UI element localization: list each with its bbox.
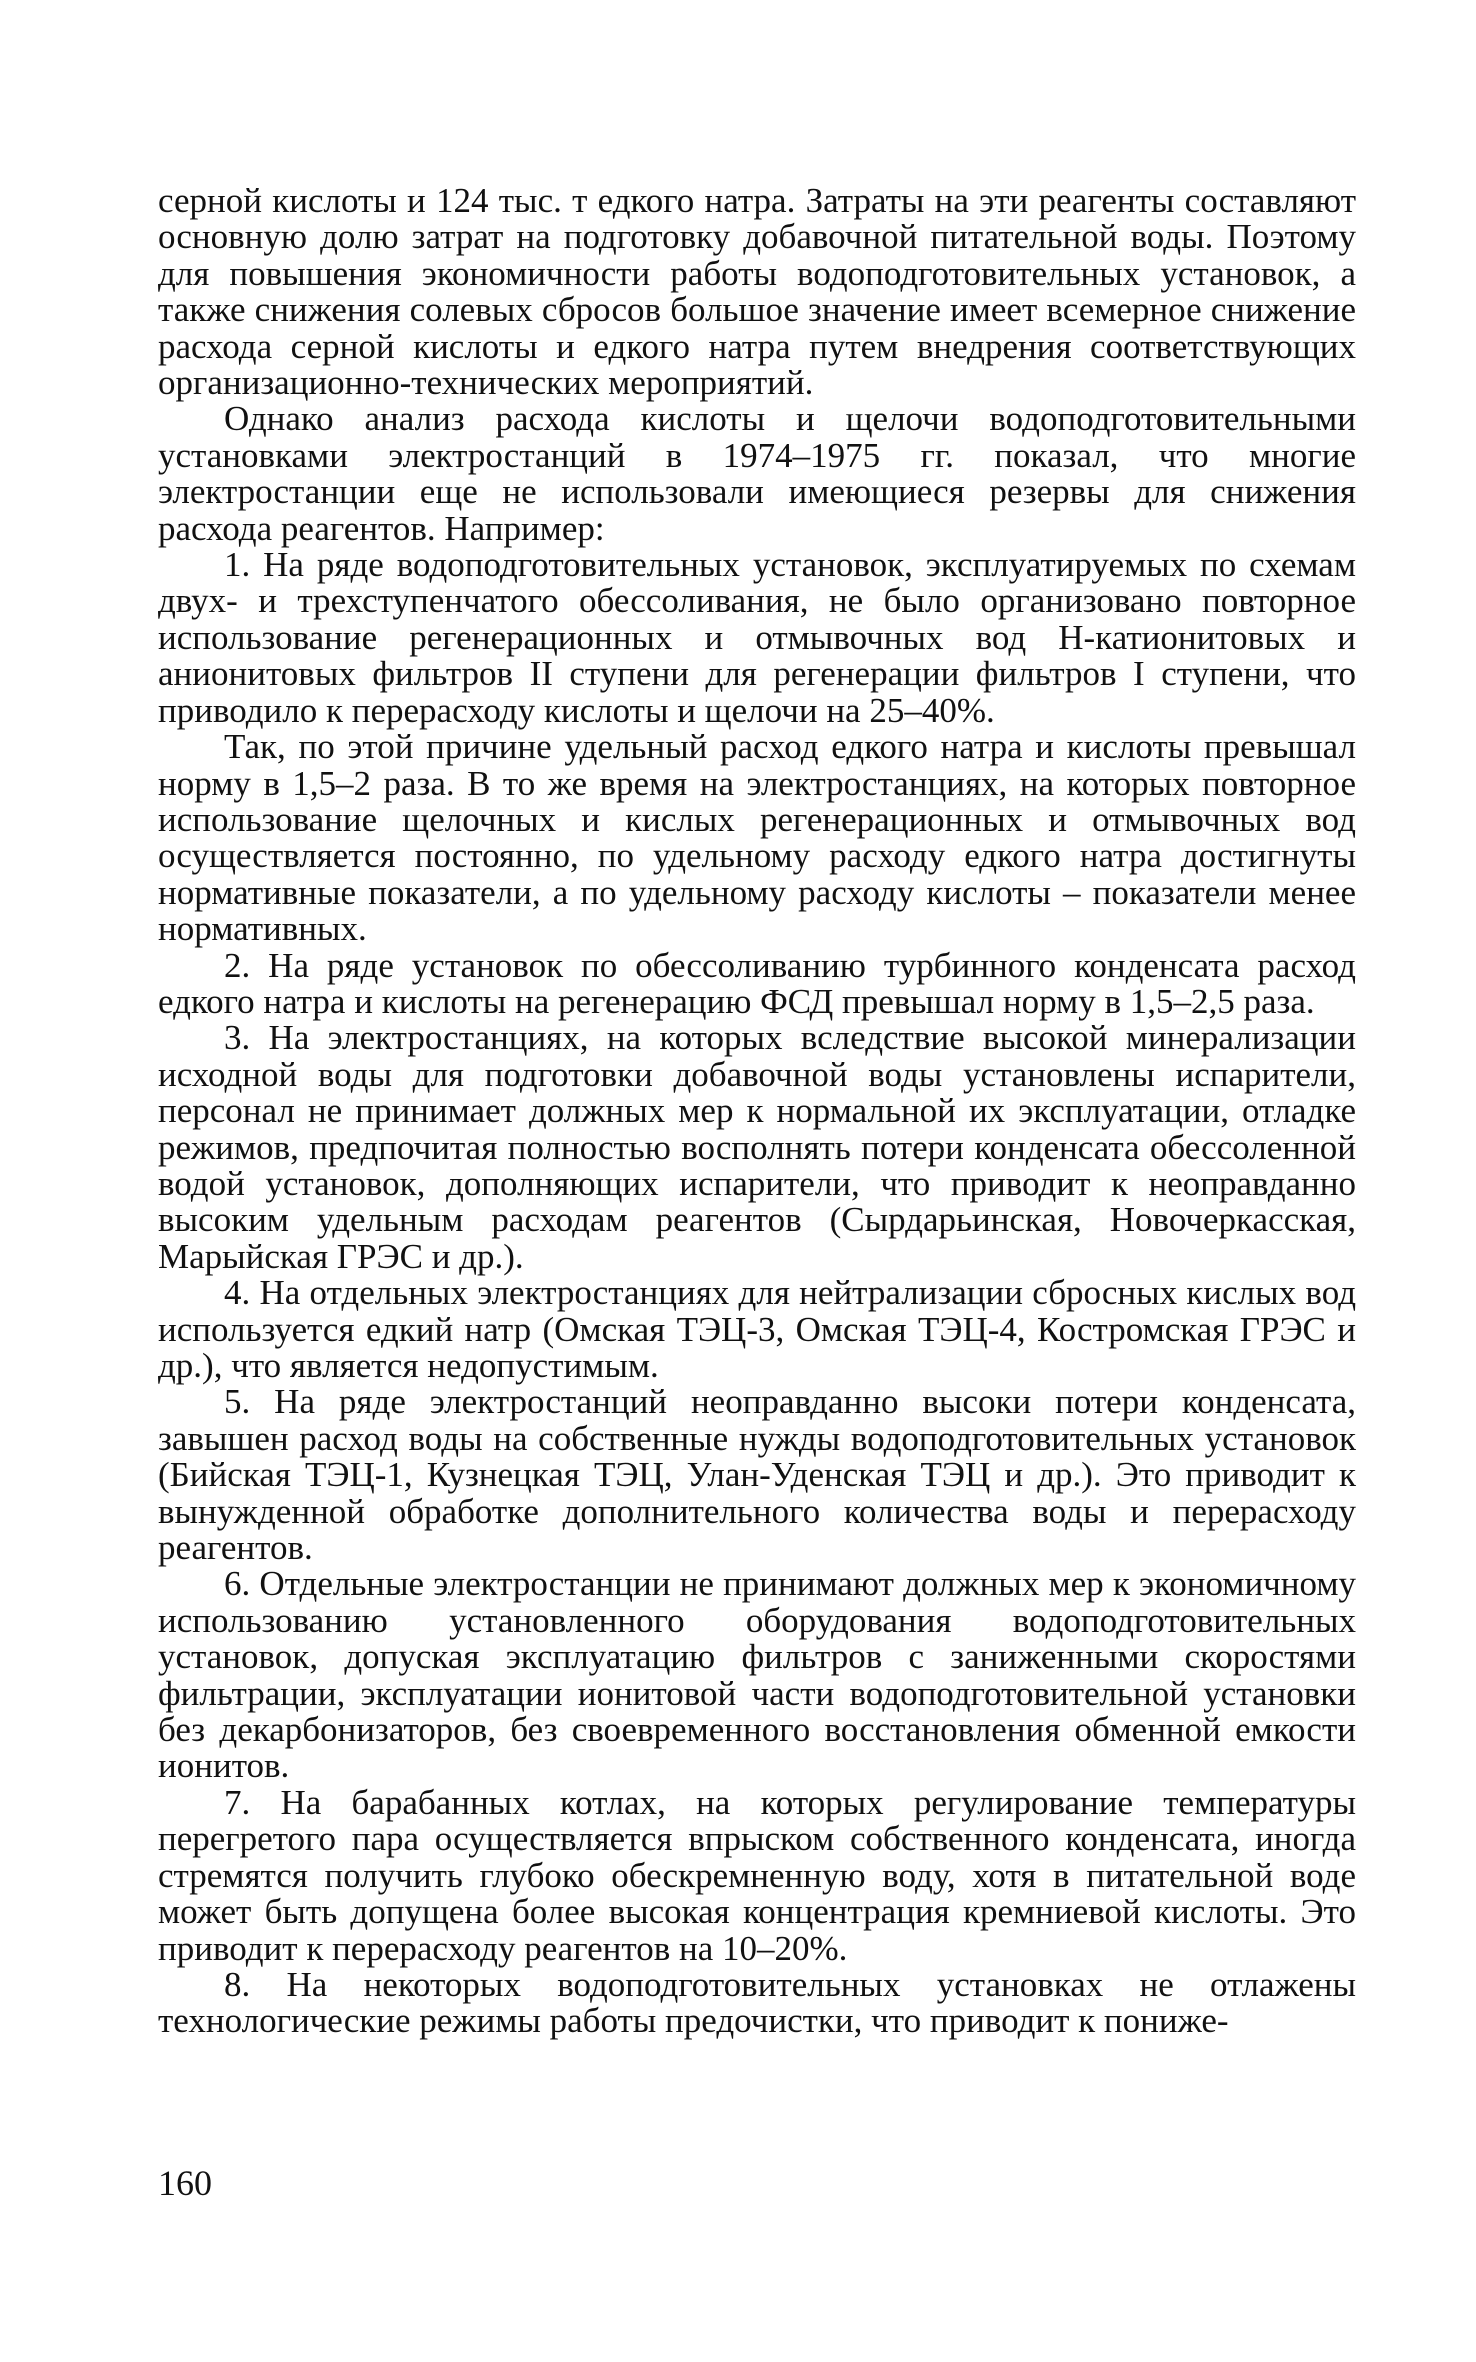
page-body bbox=[158, 183, 1356, 2040]
page-number: 160 bbox=[158, 2163, 212, 2203]
paragraph-example: Так, по этой причине удельный расход едкого натра и кислоты превышал норму в 1,5–2 раза. В то же время на электростанциях, на которых повторное использование щелочных и кислых регенерационных и отмывочных вод осуществляется постоянно, по удельному расходу едкого натра достигнуты нормативные показатели, а по удельному расходу кислоты – показатели менее нормативных. bbox=[158, 727, 1356, 949]
list-item-8: 8. На некоторых водоподготовительных установках не отлажены технологические режимы работы предочистки, что приводит к пониже- bbox=[158, 1964, 1356, 2041]
list-item-1: 1. На ряде водоподготовительных установок, эксплуатируемых по схемам двух- и трехступенчатого обессоливания, не было организовано повторное использование регенерационных и отмывочных вод Н-катионитовых и анионитовых фильтров II ступени для регенерации фильтров I ступени, что приводило к перерасходу кислоты и щелочи на 25–40%. bbox=[158, 545, 1356, 730]
list-item-4: 4. На отдельных электростанциях для нейтрализации сбросных кислых вод используется едкий натр (Омская ТЭЦ-3, Омская ТЭЦ-4, Костромская ГРЭС и др.), что является недопустимым. bbox=[158, 1273, 1356, 1385]
list-item-3: 3. На электростанциях, на которых вследствие высокой минерализации исходной воды для подготовки добавочной воды установлены испарители, персонал не принимает должных мер к нормальной их эксплуатации, отладке режимов, предпочитая полностью восполнять потери конденсата обессоленной водой установок, дополняющих испарители, что приводит к неоправданно высоким удельным расходам реагентов (Сырдарьинская, Новочеркасская, Марыйская ГРЭС и др.). bbox=[158, 1018, 1356, 1276]
paragraph-continuation: серной кислоты и 124 тыс. т едкого натра. Затраты на эти реагенты составляют основную долю затрат на подготовку добавочной питательной воды. Поэтому для повышения экономичности работы водоподготовительных установок, а также снижения солевых сбросов большое значение имеет всемерное снижение расхода серной кислоты и едкого натра путем внедрения соответствующих организационно-технических мероприятий. bbox=[158, 181, 1356, 403]
paragraph-intro: Однако анализ расхода кислоты и щелочи водоподготовительными установками электростанций в 1974–1975 гг. показал, что многие электростанции еще не использовали имеющиеся резервы для снижения расхода реагентов. Например: bbox=[158, 399, 1356, 548]
list-item-5: 5. На ряде электростанций неоправданно высоки потери конденсата, завышен расход воды на собственные нужды водоподготовительных установок (Бийская ТЭЦ-1, Кузнецкая ТЭЦ, Улан-Уденская ТЭЦ и др.). Это приводит к вынужденной обработке дополнительного количества воды и перерасходу реагентов. bbox=[158, 1382, 1356, 1568]
list-item-6: 6. Отдельные электростанции не принимают должных мер к экономичному использованию установленного оборудования водоподготовительных установок, допуская эксплуатацию фильтров с заниженными скоростями фильтрации, эксплуатации ионитовой части водоподготовительной установки без декарбонизаторов, без своевременного восстановления обменной емкости ионитов. bbox=[158, 1564, 1356, 1786]
list-item-2: 2. На ряде установок по обессоливанию турбинного конденсата расход едкого натра и кислоты на регенерацию ФСД превышал норму в 1,5–2,5 раза. bbox=[158, 945, 1356, 1021]
list-item-7: 7. На барабанных котлах, на которых регулирование температуры перегретого пара осуществляется впрыском собственного конденсата, иногда стремятся получить глубоко обескремненную воду, хотя в питательной воде может быть допущена более высокая концентрация кремниевой кислоты. Это приводит к перерасходу реагентов на 10–20%. bbox=[158, 1782, 1356, 1968]
